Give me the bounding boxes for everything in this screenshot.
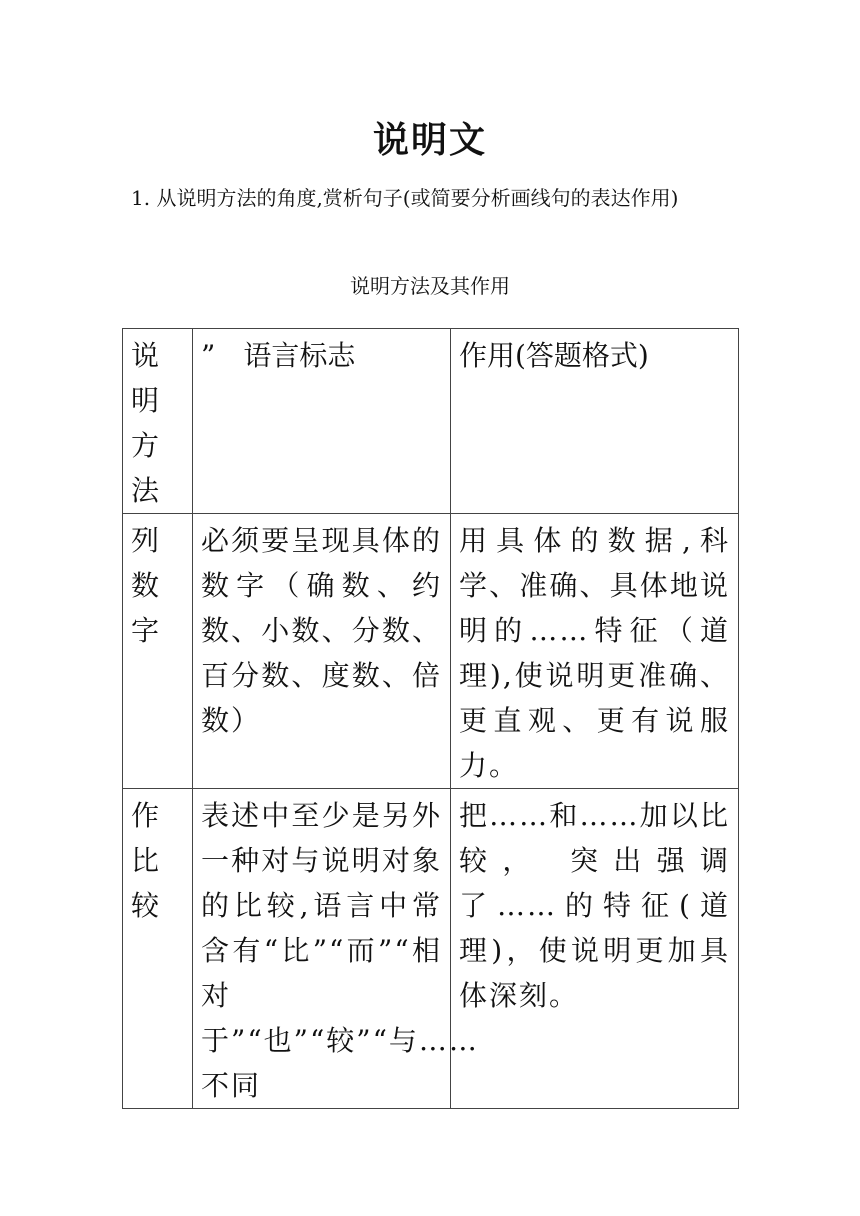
table-caption: 说明方法及其作用 <box>350 274 510 298</box>
table-header-row <box>123 329 739 514</box>
function-cell: 把……和……加以比较， 突出强调了……的特征(道理)，使说明更加具体深刻。 <box>451 789 739 1109</box>
table-row <box>123 789 739 1109</box>
header-cell-markers: ” 语言标志 <box>193 329 451 514</box>
methods-table <box>122 328 739 1109</box>
markers-cell: 必须要呈现具体的数字（确数、约数、小数、分数、百分数、度数、倍数） <box>193 514 451 789</box>
function-cell: 用具体的数据,科学、准确、具体地说明的……特征（道理),使说明更准确、更直观、更有说服力。 <box>451 514 739 789</box>
question-text: 1. 从说明方法的角度,赏析句子(或简要分析画线句的表达作用) <box>131 186 679 210</box>
table-row <box>123 514 739 789</box>
page-title: 说明文 <box>372 119 487 161</box>
header-cell-function: 作用(答题格式) <box>451 329 739 514</box>
method-cell: 列数字 <box>123 514 193 789</box>
markers-cell: 表述中至少是另外一种对与说明对象的比较,语言中常含有“比”“而”“相对于”“也”“较”“与……不同 <box>193 789 451 1109</box>
method-cell: 作比较 <box>123 789 193 1109</box>
header-cell-method: 说明方法 <box>123 329 193 514</box>
